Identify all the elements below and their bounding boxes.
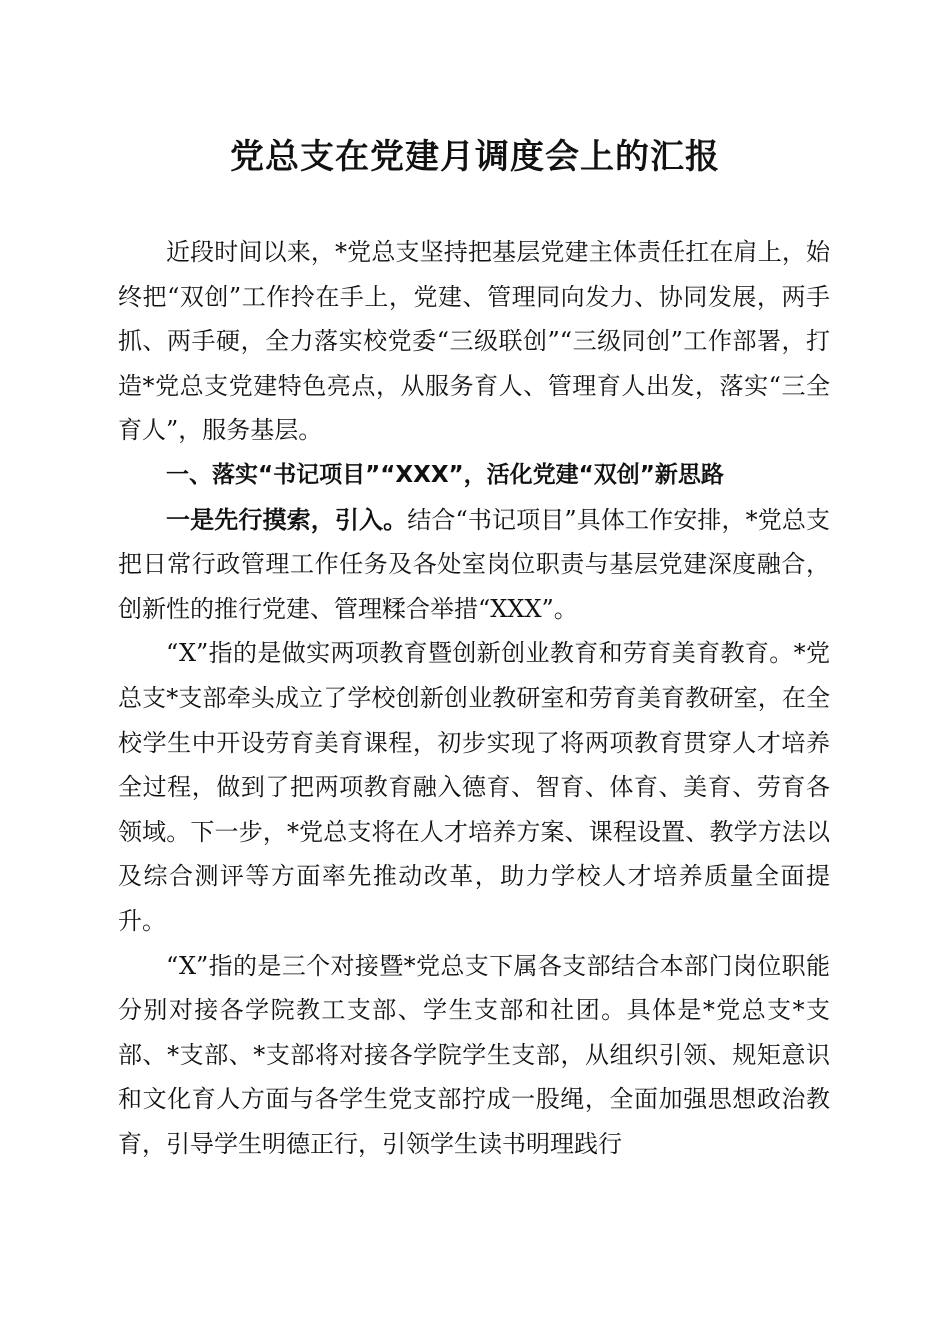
- item-paragraph-1: [118, 498, 830, 632]
- section-heading-1: 一、落实“书记项目”“XXX”，活化党建“双创”新思路: [166, 461, 724, 488]
- document-body: [118, 230, 830, 1166]
- x-paragraph-1: “X”指的是做实两项教育暨创新创业教育和劳育美育教育。*党总支*支部牵头成立了学校创新创业教研室和劳育美育教研室，在全校学生中开设劳育美育课程，初步实现了将两项教育贯穿人才培养全过程，做到了把两项教育融入德育、智育、体育、美育、劳育各领域。下一步，*党总支将在人才培养方案、课程设置、教学方法以及综合测评等方面率先推动改革，助力学校人才培养质量全面提升。: [118, 639, 830, 935]
- intro-paragraph: 近段时间以来，*党总支坚持把基层党建主体责任扛在肩上，始终把“双创”工作拎在手上，党建、管理同向发力、协同发展，两手抓、两手硬，全力落实校党委“三级联创”“三级同创”工作部署，打造*党总支党建特色亮点，从服务育人、管理育人出发，落实“三全育人”，服务基层。: [118, 238, 830, 445]
- x-paragraph-2: “X”指的是三个对接暨*党总支下属各支部结合本部门岗位职能分别对接各学院教工支部、学生支部和社团。具体是*党总支*支部、*支部、*支部将对接各学院学生支部，从组织引领、规矩意识和文化育人方面与各学生党支部拧成一股绳，全面加强思想政治教育，引导学生明德正行，引领学生读书明理践行: [118, 951, 830, 1158]
- item-text-1: 结合“书记项目”具体工作安排，*党总支把日常行政管理工作任务及各处室岗位职责与基层党建深度融合，创新性的推行党建、管理糅合举措“XXX”。: [118, 505, 830, 623]
- item-lead-1: 一是先行摸索，引入。: [166, 504, 408, 534]
- document-title: 党总支在党建月调度会上的汇报: [230, 137, 720, 177]
